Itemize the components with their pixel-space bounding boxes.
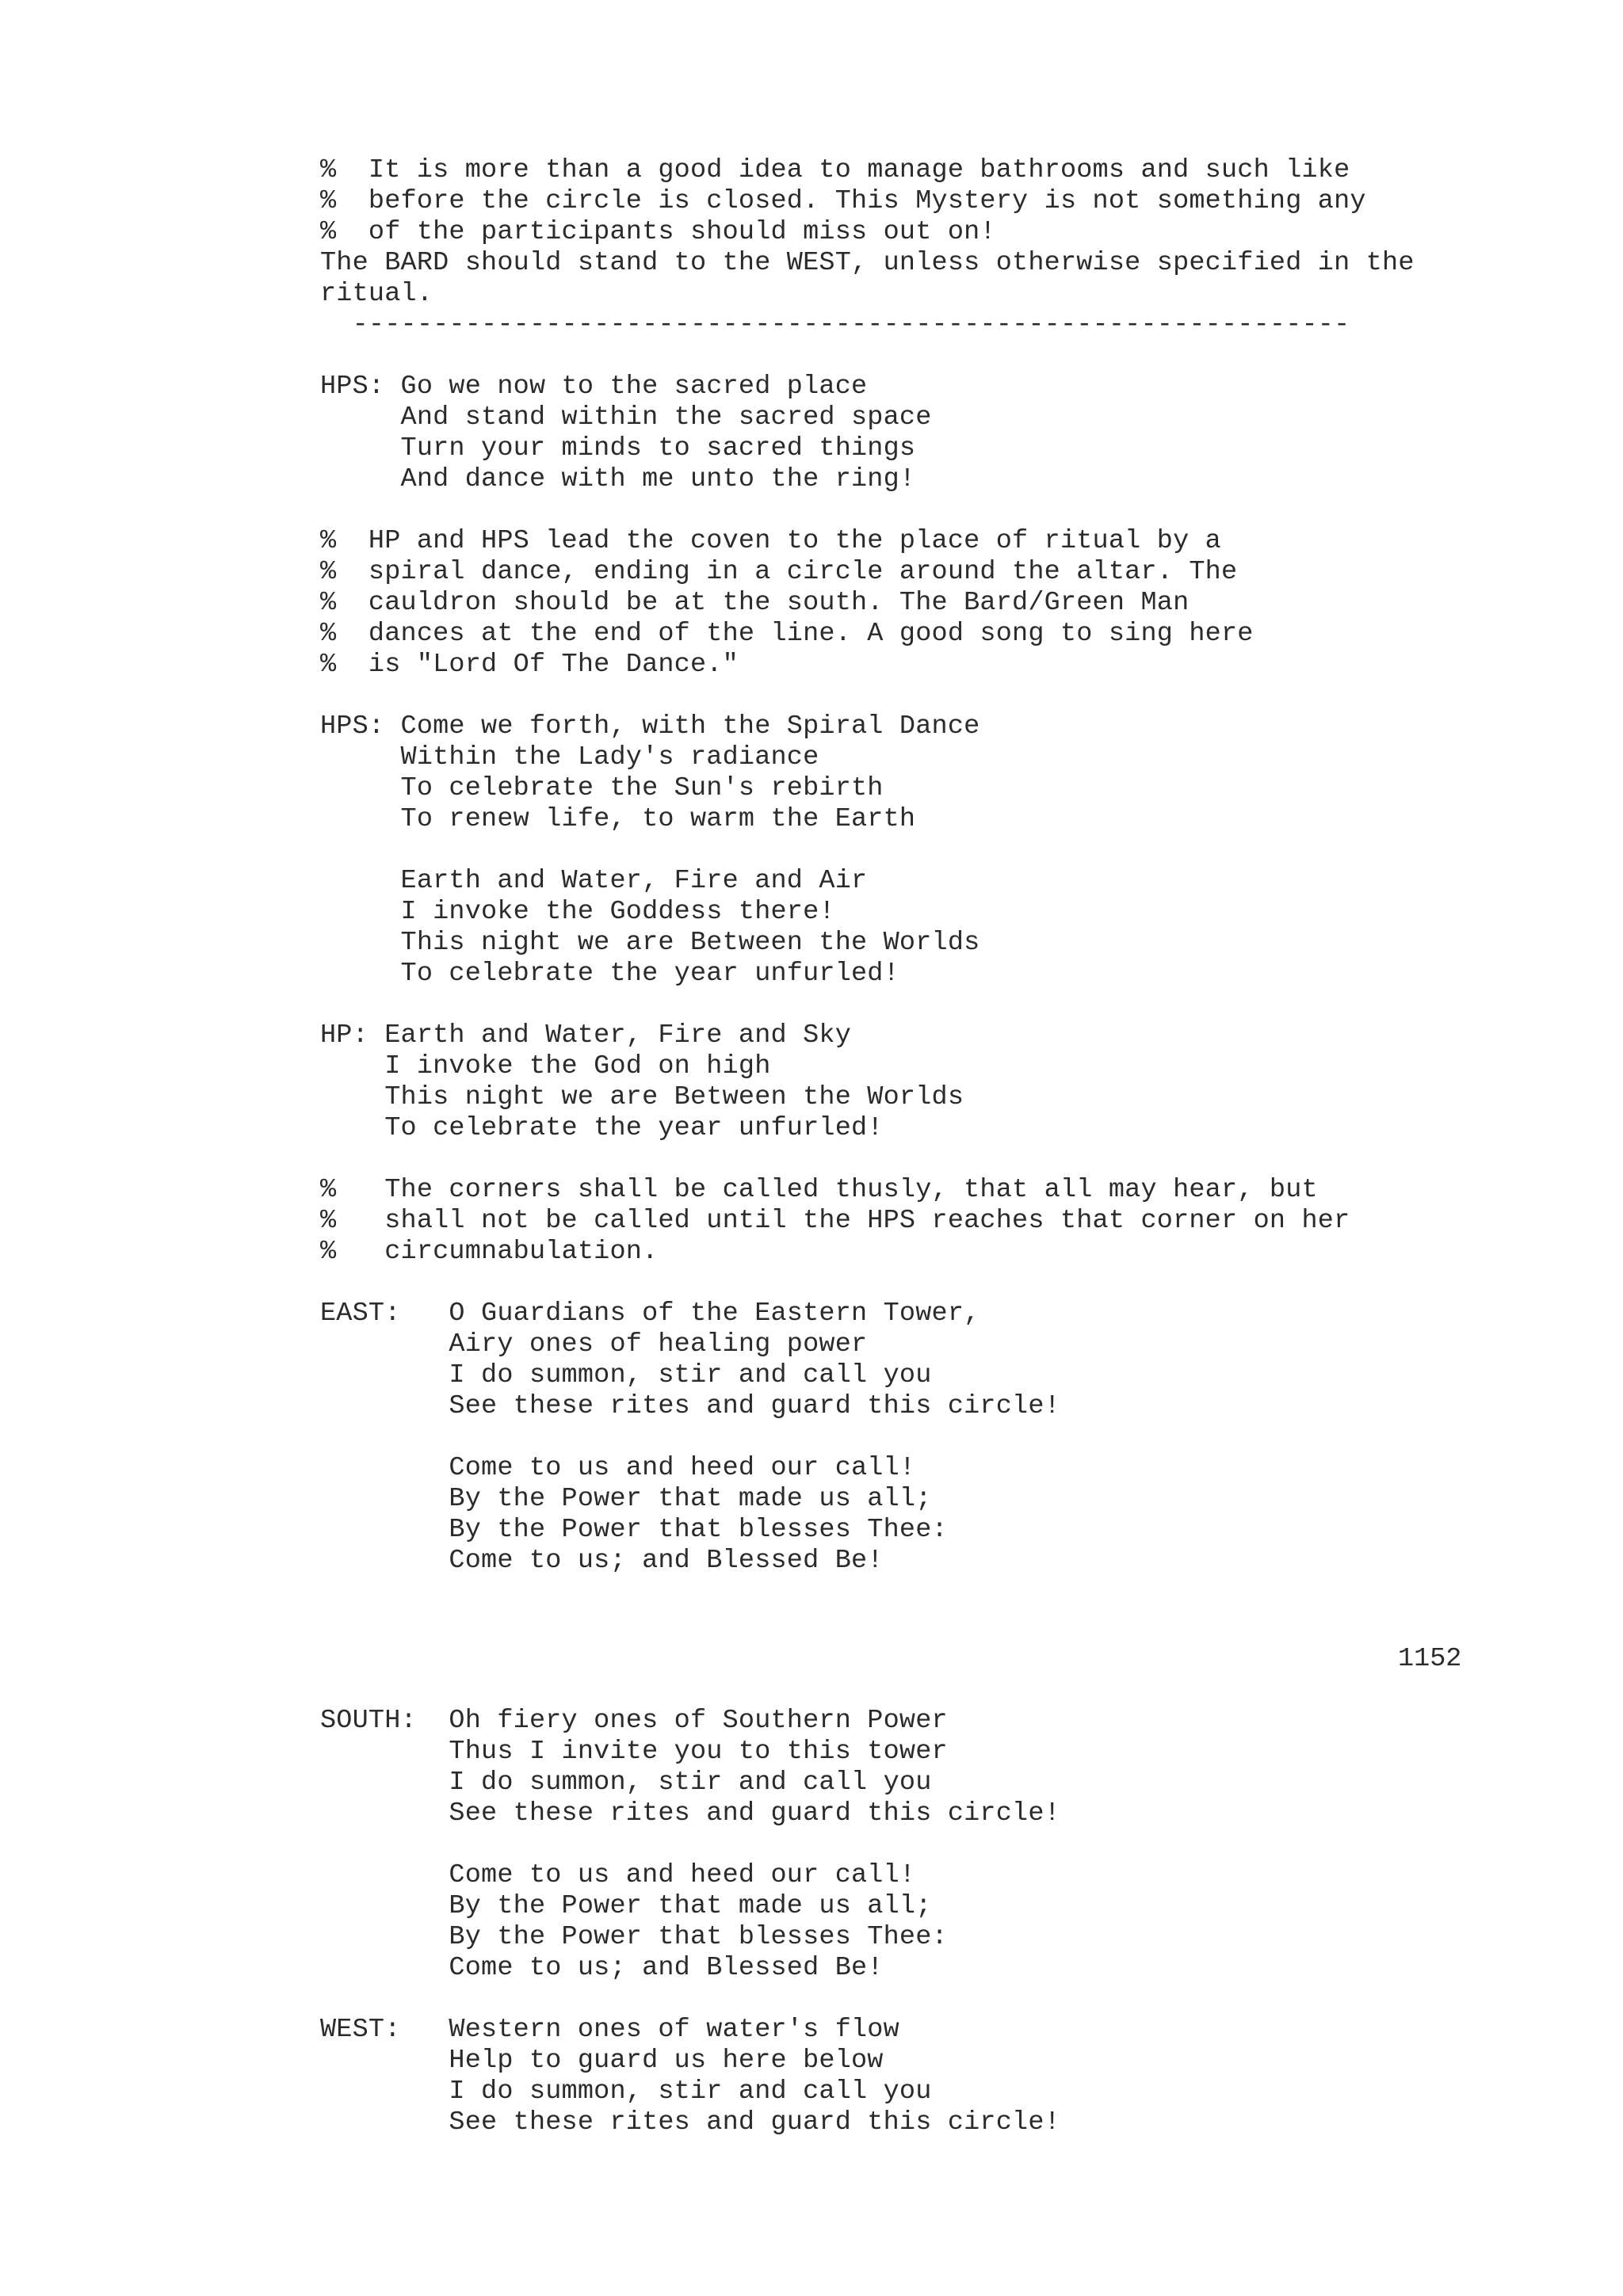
text-line: Earth and Water, Fire and Air — [320, 866, 868, 896]
text-line: To renew life, to warm the Earth — [320, 804, 916, 834]
text-line: % shall not be called until the HPS reaches that corner on her — [320, 1206, 1350, 1236]
text-line: % is "Lord Of The Dance." — [320, 650, 739, 680]
ritual-text-top — [320, 155, 1556, 1577]
text-line — [320, 341, 1556, 372]
text-line: I do summon, stir and call you — [320, 2077, 932, 2107]
text-line: % HP and HPS lead the coven to the place of ritual by a — [320, 526, 1221, 556]
text-line: To celebrate the Sun's rebirth — [320, 773, 884, 803]
text-line: % dances at the end of the line. A good song to sing here — [320, 619, 1254, 649]
text-line — [320, 990, 1556, 1020]
text-line: -------------------------------------------------------------- — [320, 310, 1350, 340]
text-line — [320, 1422, 1556, 1453]
text-line: And stand within the sacred space — [320, 402, 932, 433]
text-line: See these rites and guard this circle! — [320, 1391, 1060, 1421]
text-line: % circumnabulation. — [320, 1237, 659, 1267]
text-line: Within the Lady's radiance — [320, 742, 819, 772]
ritual-text-bottom — [320, 1706, 1556, 2138]
text-line: See these rites and guard this circle! — [320, 1798, 1060, 1829]
text-line: % of the participants should miss out on! — [320, 217, 996, 247]
text-line: I invoke the Goddess there! — [320, 897, 835, 927]
text-line: To celebrate the year unfurled! — [320, 1113, 884, 1143]
text-line: To celebrate the year unfurled! — [320, 959, 899, 989]
text-line: Come to us; and Blessed Be! — [320, 1546, 884, 1576]
text-line: % It is more than a good idea to manage bathrooms and such like — [320, 155, 1350, 185]
text-line: I invoke the God on high — [320, 1051, 771, 1081]
text-line: By the Power that made us all; — [320, 1891, 932, 1921]
text-line: Turn your minds to sacred things — [320, 433, 916, 463]
text-line: This night we are Between the Worlds — [320, 928, 980, 958]
text-line — [320, 495, 1556, 526]
text-line: Come to us and heed our call! — [320, 1453, 916, 1483]
text-line: % spiral dance, ending in a circle around the altar. The — [320, 557, 1238, 587]
text-line: Help to guard us here below — [320, 2046, 884, 2076]
text-line: % before the circle is closed. This Mystery is not something any — [320, 186, 1366, 216]
text-line: Come to us; and Blessed Be! — [320, 1953, 884, 1983]
text-line: Airy ones of healing power — [320, 1329, 868, 1360]
text-line: ritual. — [320, 279, 433, 309]
text-line: % The corners shall be called thusly, that all may hear, but — [320, 1175, 1318, 1205]
text-line: See these rites and guard this circle! — [320, 2107, 1060, 2138]
text-line — [320, 1984, 1556, 2015]
text-line: WEST: Western ones of water's flow — [320, 2015, 899, 2045]
text-line: EAST: O Guardians of the Eastern Tower, — [320, 1299, 980, 1329]
text-line — [320, 1829, 1556, 1860]
text-line: % cauldron should be at the south. The Bard/Green Man — [320, 588, 1190, 618]
text-line: By the Power that made us all; — [320, 1484, 932, 1514]
text-line: The BARD should stand to the WEST, unless otherwise specified in the — [320, 248, 1415, 278]
text-line — [320, 1144, 1556, 1175]
text-line: HPS: Come we forth, with the Spiral Dance — [320, 711, 980, 742]
text-line — [320, 1268, 1556, 1299]
page-number: 1152 — [1398, 1644, 1462, 1674]
text-line: HPS: Go we now to the sacred place — [320, 372, 868, 402]
text-line: By the Power that blesses Thee: — [320, 1515, 948, 1545]
text-line — [320, 681, 1556, 711]
text-line: And dance with me unto the ring! — [320, 464, 916, 494]
text-line: Thus I invite you to this tower — [320, 1737, 948, 1767]
text-line: I do summon, stir and call you — [320, 1768, 932, 1798]
text-line — [320, 835, 1556, 866]
text-line: By the Power that blesses Thee: — [320, 1922, 948, 1952]
text-line: This night we are Between the Worlds — [320, 1082, 964, 1112]
text-line: SOUTH: Oh fiery ones of Southern Power — [320, 1706, 948, 1736]
text-line: HP: Earth and Water, Fire and Sky — [320, 1020, 852, 1051]
text-line: Come to us and heed our call! — [320, 1860, 916, 1890]
text-line: I do summon, stir and call you — [320, 1360, 932, 1390]
